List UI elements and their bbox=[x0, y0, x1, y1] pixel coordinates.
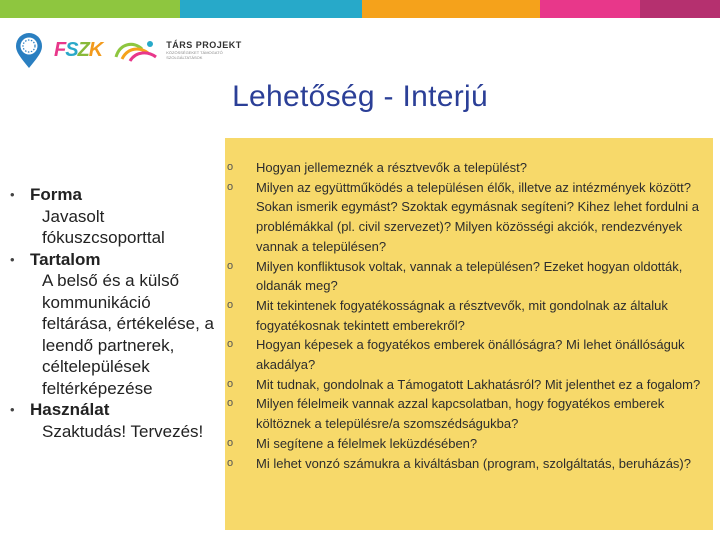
question-text: Mi segítene a félelmek leküzdésében? bbox=[256, 435, 478, 451]
bullet-body: Szaktudás! Tervezés! bbox=[42, 421, 204, 441]
question-item bbox=[225, 434, 703, 454]
fszk-letter-s: S bbox=[65, 38, 78, 61]
question-item bbox=[225, 394, 703, 433]
interview-questions-panel bbox=[225, 138, 713, 530]
question-text: Milyen az együttműködés a településen élők, illetve az intézmények között? Sokan ismerik egymást? Szoktak egymásnak segíteni? Kihez lehet fordulni a problémákkal (pl. civil szervezet)? Milyen közösségi akciók, rendezvények vannak a településen? bbox=[256, 179, 699, 254]
circle-bullet-icon: o bbox=[227, 298, 234, 311]
fszk-letter-k: K bbox=[88, 38, 103, 61]
question-item bbox=[225, 375, 703, 395]
question-item bbox=[225, 454, 703, 474]
eu-2020-logo bbox=[14, 33, 44, 67]
left-bullet-column bbox=[8, 184, 223, 442]
question-item bbox=[225, 335, 703, 374]
fszk-logo bbox=[54, 39, 102, 62]
bullet-dot-icon: • bbox=[10, 187, 15, 202]
question-text: Milyen konfliktusok voltak, vannak a településen? Ezeket hogyan oldották, oldanák meg? bbox=[256, 258, 683, 294]
slide-title: Lehetőség - Interjú bbox=[232, 80, 488, 113]
bullet-heading: Forma bbox=[30, 185, 82, 204]
question-text: Hogyan jellemeznék a résztvevők a települést? bbox=[256, 160, 527, 175]
tars-swirl-icon bbox=[112, 37, 162, 63]
question-text: Milyen félelmeik vannak azzal kapcsolatban, hogy fogyatékos emberek költöznek a településre/a szomszédságukba? bbox=[256, 396, 665, 432]
bullet-body: A belső és a külső kommunikáció feltárása, értékelése, a leendő partnerek, céltelepülések feltérképezése bbox=[42, 271, 214, 398]
circle-bullet-icon: o bbox=[227, 456, 234, 469]
fszk-letter-z: Z bbox=[77, 38, 89, 61]
question-text: Hogyan képesek a fogyatékos emberek önállóságra? Mi lehet önállóságuk akadálya? bbox=[256, 337, 685, 373]
tars-projekt-logo bbox=[112, 37, 242, 63]
circle-bullet-icon: o bbox=[227, 436, 234, 449]
bullet-item-tartalom bbox=[8, 249, 223, 400]
logo-row bbox=[14, 30, 242, 70]
color-stripe-blue bbox=[180, 0, 362, 18]
color-stripe-green bbox=[0, 0, 180, 18]
circle-bullet-icon: o bbox=[227, 338, 234, 351]
circle-bullet-icon: o bbox=[227, 259, 234, 272]
bullet-body: Javasolt fókuszcsoporttal bbox=[42, 206, 165, 247]
question-text: Mit tekintenek fogyatékosságnak a résztvevők, mit gondolnak az általuk fogyatékosnak tekintett emberekről? bbox=[256, 297, 668, 333]
bullet-item-forma bbox=[8, 184, 223, 249]
question-item bbox=[225, 296, 703, 335]
circle-bullet-icon: o bbox=[227, 161, 234, 173]
bullet-heading: Használat bbox=[30, 400, 110, 419]
tars-projekt-name: TÁRS PROJEKT bbox=[166, 40, 242, 50]
color-stripe-pink bbox=[540, 0, 640, 18]
bullet-dot-icon: • bbox=[10, 402, 15, 417]
color-stripe-magenta bbox=[640, 0, 720, 18]
question-item bbox=[225, 257, 703, 296]
circle-bullet-icon: o bbox=[227, 397, 234, 410]
question-item bbox=[225, 178, 703, 257]
top-color-bar bbox=[0, 0, 720, 18]
circle-bullet-icon: o bbox=[227, 180, 234, 193]
question-text: Mit tudnak, gondolnak a Támogatott Lakhatásról? Mit jelenthet ez a fogalom? bbox=[256, 376, 701, 392]
fszk-letter-f: F bbox=[54, 38, 66, 61]
bullet-heading: Tartalom bbox=[30, 249, 101, 269]
question-item bbox=[225, 158, 703, 178]
tars-projekt-subtitle: KÖZÖSSÉGEKET TÁMOGATÓ SZOLGÁLTATÁSOK bbox=[166, 50, 223, 60]
circle-bullet-icon: o bbox=[227, 377, 234, 390]
color-stripe-orange bbox=[362, 0, 540, 18]
bullet-item-hasznalat bbox=[8, 399, 223, 442]
question-text: Mi lehet vonzó számukra a kiváltásban (program, szolgáltatás, beruházás)? bbox=[256, 455, 691, 471]
bullet-dot-icon: • bbox=[10, 251, 15, 267]
